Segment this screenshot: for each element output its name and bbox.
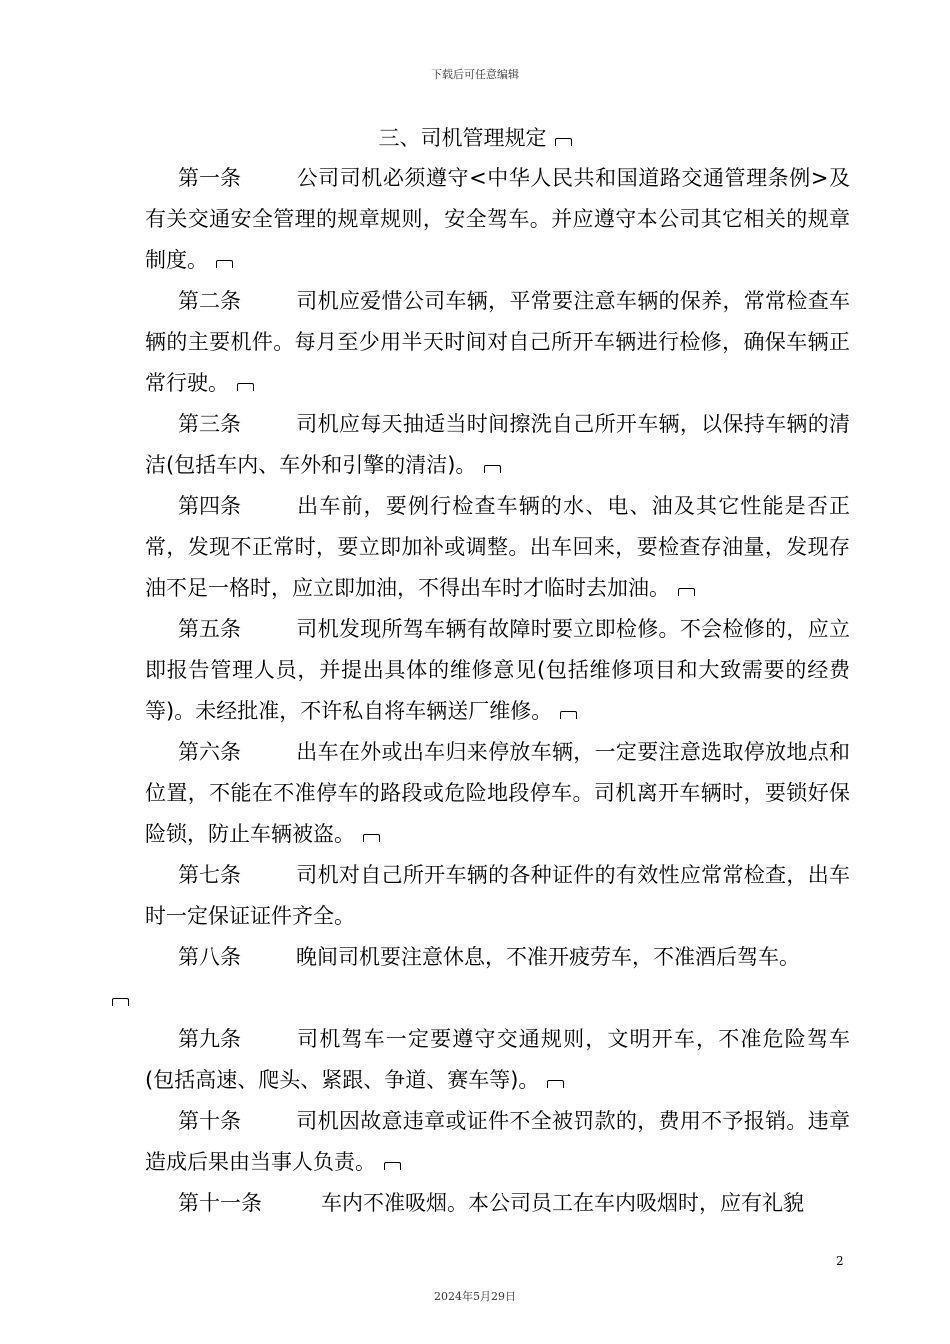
article-label: 第七条: [178, 863, 241, 887]
article-9: [145, 1019, 850, 1101]
article-label: 第六条: [178, 740, 241, 764]
article-text: 晚间司机要注意休息，不准开疲劳车，不准酒后驾车。: [296, 945, 800, 969]
article-text: 司机应每天抽适当时间擦洗自己所开车辆，以保持车辆的清洁(包括车内、车外和引擎的清洁)。: [145, 412, 850, 477]
page-number: 2: [836, 1254, 844, 1268]
article-label: 第一条: [178, 166, 241, 190]
article-8: [145, 937, 850, 1019]
article-text: 司机对自己所开车辆的各种证件的有效性应常常检查，出车时一定保证证件齐全。: [145, 863, 850, 928]
article-label: 第二条: [178, 289, 241, 313]
page-footer-date: 2024年5月29日: [434, 1290, 516, 1303]
article-label: 第十一条: [178, 1191, 262, 1215]
article-5: [145, 609, 850, 732]
article-text: 出车前，要例行检查车辆的水、电、油及其它性能是否正常，发现不正常时，要立即加补或调整。出车回来，要检查存油量，发现存油不足一格时，应立即加油，不得出车时才临时去加油。: [145, 494, 850, 600]
article-text: 公司司机必须遵守<中华人民共和国道路交通管理条例>及有关交通安全管理的规章规则，安全驾车。并应遵守本公司其它相关的规章制度。: [145, 166, 850, 272]
article-label: 第八条: [178, 945, 241, 969]
article-1: [145, 158, 850, 281]
paragraph-mark-icon: [547, 1080, 564, 1088]
article-text: 司机驾车一定要遵守交通规则，文明开车，不准危险驾车(包括高速、爬头、紧跟、争道、赛车等)。: [145, 1027, 850, 1092]
section-title-text: 三、司机管理规定: [378, 126, 547, 150]
article-10: [145, 1101, 850, 1183]
article-11: [145, 1183, 850, 1224]
article-text: 出车在外或出车归来停放车辆，一定要注意选取停放地点和位置，不能在不准停车的路段或危险地段停车。司机离开车辆时，要锁好保险锁，防止车辆被盗。: [145, 740, 850, 846]
paragraph-mark-icon: [112, 998, 129, 1006]
article-text: 司机发现所驾车辆有故障时要立即检修。不会检修的，应立即报告管理人员，并提出具体的维修意见(包括维修项目和大致需要的经费等)。未经批准，不许私自将车辆送厂维修。: [145, 617, 850, 723]
paragraph-mark-icon: [555, 138, 572, 146]
paragraph-mark-icon: [216, 260, 233, 268]
article-label: 第四条: [178, 494, 241, 518]
article-label: 第五条: [178, 617, 241, 641]
article-text: 车内不准吸烟。本公司员工在车内吸烟时，应有礼貌: [321, 1191, 804, 1215]
article-2: [145, 281, 850, 404]
article-text: 司机因故意违章或证件不全被罚款的，费用不予报销。违章造成后果由当事人负责。: [145, 1109, 850, 1174]
article-3: [145, 404, 850, 486]
paragraph-mark-icon: [237, 383, 254, 391]
paragraph-mark-icon: [484, 465, 501, 473]
paragraph-mark-icon: [384, 1162, 401, 1170]
article-6: [145, 732, 850, 855]
section-title: [0, 122, 950, 152]
article-7: [145, 855, 850, 937]
article-4: [145, 486, 850, 609]
page-header: 下载后可任意编辑: [431, 68, 519, 81]
article-label: 第九条: [178, 1027, 241, 1051]
paragraph-mark-icon: [678, 588, 695, 596]
article-label: 第十条: [178, 1109, 241, 1133]
paragraph-mark-icon: [560, 711, 577, 719]
article-label: 第三条: [178, 412, 241, 436]
document-body: [145, 158, 850, 1224]
paragraph-mark-icon: [363, 834, 380, 842]
article-text: 司机应爱惜公司车辆，平常要注意车辆的保养，常常检查车辆的主要机件。每月至少用半天时间对自己所开车辆进行检修，确保车辆正常行驶。: [145, 289, 850, 395]
